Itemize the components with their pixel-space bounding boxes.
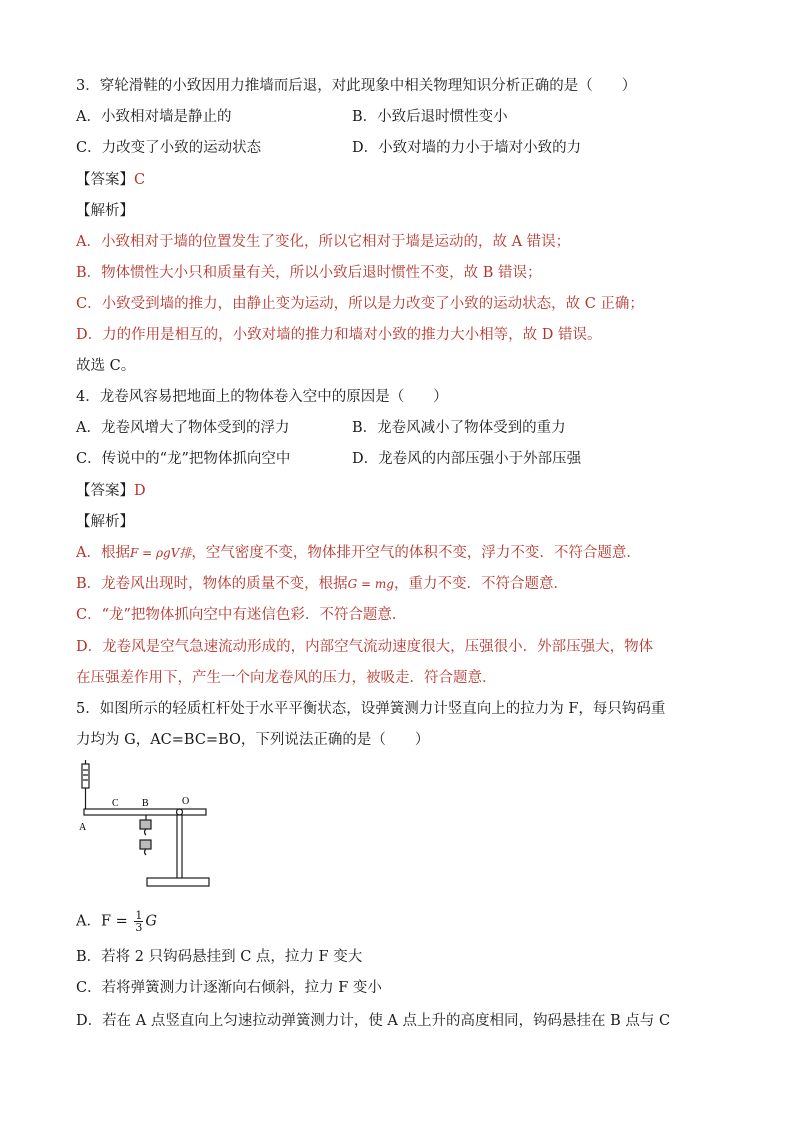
q4-analysis-a: A．根据F = ρgV排，空气密度不变，物体排开空气的体积不变，浮力不变．不符合题意．: [76, 545, 641, 561]
answer-value: C: [134, 172, 146, 188]
q3-conclusion: 故选 C。: [76, 358, 136, 374]
q5-option-d: D．若在 A 点竖直向上匀速拉动弹簧测力计，使 A 点上升的高度相同，钩码悬挂在 B 点与 C: [76, 1013, 671, 1029]
stand-base: [147, 878, 209, 886]
q4-stem: 4．龙卷风容易把地面上的物体卷入空中的原因是（ ）: [76, 389, 448, 405]
weight-icon: [140, 840, 151, 849]
lever-bar: [84, 809, 206, 815]
q3-analysis-label: 【解析】: [76, 203, 134, 219]
q4-analysis-c: C．“龙”把物体抓向空中有迷信色彩．不符合题意．: [76, 607, 407, 623]
q5-option-c: C．若将弹簧测力计逐渐向右倾斜，拉力 F 变小: [76, 980, 382, 996]
answer-label: 【答案】: [76, 172, 134, 188]
pivot-icon: [177, 809, 183, 815]
q3-analysis-b: B．物体惯性大小只和质量有关，所以小致后退时惯性不变，故 B 错误；: [76, 265, 542, 281]
label-o: O: [182, 796, 190, 807]
q5-stem-line1: 5．如图所示的轻质杠杆处于水平平衡状态，设弹簧测力计竖直向上的拉力为 F，每只钩码重: [76, 701, 666, 717]
buoyancy-formula: F = ρgV排: [129, 546, 192, 560]
fraction: $\frac{1}{3}$: [135, 909, 143, 934]
q3-option-d: D．小致对墙的力小于墙对小致的力: [352, 140, 582, 156]
q4-option-b: B．龙卷风减小了物体受到的重力: [352, 420, 566, 436]
q3-answer: [76, 170, 145, 190]
q4-analysis-d-line1: D．龙卷风是空气急速流动形成的，内部空气流动速度很大，压强很小．外部压强大，物体: [76, 639, 654, 655]
q3-analysis-c: C．小致受到墙的推力，由静止变为运动，所以是力改变了小致的运动状态，故 C 正确；: [76, 296, 644, 312]
q5-option-a: A．F = $\frac{1}{3}$ G: [76, 909, 157, 934]
q4-option-a: A．龙卷风增大了物体受到的浮力: [76, 420, 290, 436]
q3-option-b: B．小致后退时惯性变小: [352, 109, 508, 125]
q4-option-c: C．传说中的“龙”把物体抓向空中: [76, 451, 291, 467]
q4-analysis-label: 【解析】: [76, 514, 134, 530]
q3-stem: 3．穿轮滑鞋的小致因用力推墙而后退，对此现象中相关物理知识分析正确的是（ ）: [76, 78, 637, 94]
q3-analysis-d: D．力的作用是相互的，小致对墙的推力和墙对小致的推力大小相等，故 D 错误。: [76, 327, 602, 343]
spring-scale: [82, 764, 89, 788]
weight-icon: [140, 820, 151, 829]
label-c: C: [112, 798, 119, 809]
answer-value: D: [134, 483, 146, 499]
answer-label: 【答案】: [76, 483, 134, 499]
q4-answer: [76, 481, 146, 501]
gravity-formula: G = mg: [347, 577, 394, 591]
label-a: A: [79, 822, 87, 833]
q3-analysis-a: A．小致相对于墙的位置发生了变化，所以它相对于墙是运动的，故 A 错误；: [76, 234, 571, 250]
q4-option-d: D．龙卷风的内部压强小于外部压强: [352, 451, 582, 467]
q4-analysis-d-line2: 在压强差作用下，产生一个向龙卷风的压力，被吸走．符合题意．: [76, 670, 497, 686]
label-b: B: [142, 798, 149, 809]
q3-option-c: C．力改变了小致的运动状态: [76, 140, 262, 156]
q5-option-b: B．若将 2 只钩码悬挂到 C 点，拉力 F 变大: [76, 949, 363, 965]
q5-stem-line2: 力均为 G，AC=BC=BO，下列说法正确的是（ ）: [76, 732, 430, 748]
q3-option-a: A．小致相对墙是静止的: [76, 109, 232, 125]
lever-figure: [74, 760, 214, 892]
q4-analysis-b: B．龙卷风出现时，物体的质量不变，根据G = mg，重力不变．不符合题意．: [76, 576, 568, 592]
